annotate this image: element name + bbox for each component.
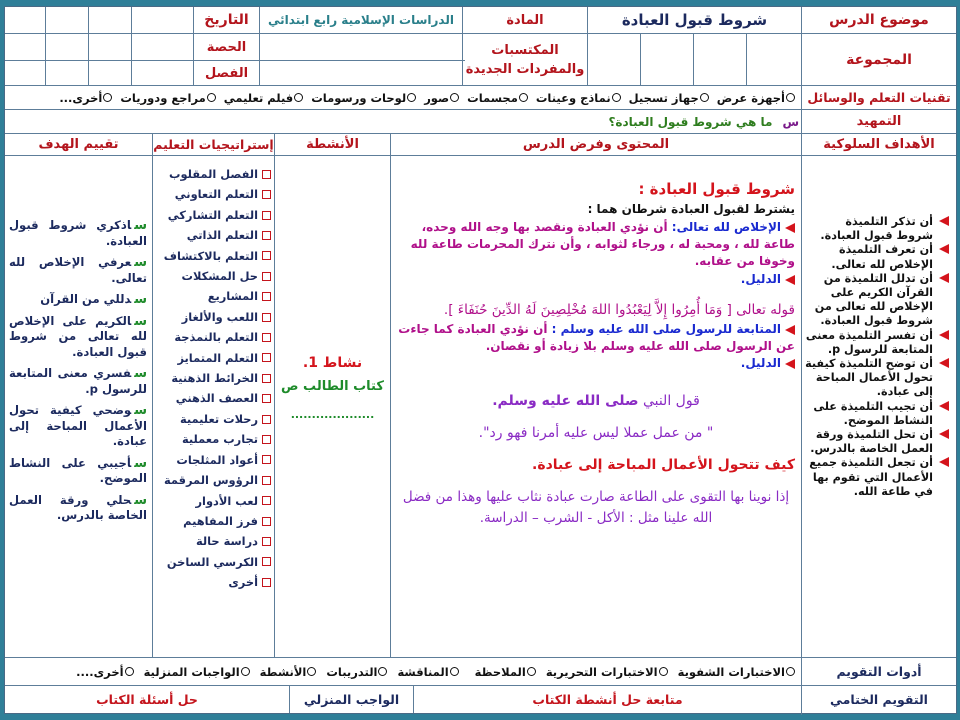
aid-option[interactable]: مراجع ودوريات	[120, 91, 215, 105]
lesson-topic-label: موضوع الدرس	[829, 12, 929, 28]
activity-title: نشاط 1.	[302, 355, 363, 371]
radio-icon	[407, 93, 416, 102]
activity-page-blank[interactable]: ....................	[290, 408, 375, 421]
evidence-1: الدليل.	[397, 271, 795, 287]
eval-option[interactable]: الاختبارات الشفوية	[678, 665, 795, 679]
eval-option[interactable]: الاختبارات التحريرية	[546, 665, 668, 679]
hadith-intro: قول النبي صلى الله عليه وسلم.	[492, 393, 700, 409]
radio-icon	[207, 93, 216, 102]
radio-icon	[103, 93, 112, 102]
hadith-text: " من عمل عملا ليس عليه أمرنا فهو رد".	[478, 425, 714, 441]
assessment-item: سدللي من القرآن	[40, 292, 147, 307]
date-label: التاريخ	[204, 12, 249, 28]
col-objectives: الأهداف السلوكية	[823, 137, 935, 152]
checkbox-icon[interactable]	[262, 435, 271, 444]
strategy-item[interactable]: لعب الأدوار	[155, 491, 271, 511]
objective-item: أن تحل التلميذة ورقة العمل الخاصة بالدرس.	[805, 428, 951, 456]
checkbox-icon[interactable]	[262, 415, 271, 424]
aid-option[interactable]: لوحات ورسومات	[311, 91, 416, 105]
activity-book[interactable]: كتاب الطالب ص	[281, 379, 384, 394]
arrow-bullet-icon	[939, 216, 949, 226]
homework-label: الواجب المنزلي	[303, 692, 400, 707]
evaluation-tools-options	[15, 658, 799, 685]
checkbox-icon[interactable]	[262, 578, 271, 587]
aid-option[interactable]: مجسمات	[467, 91, 528, 105]
intro-label: التمهيد	[856, 114, 902, 129]
date-cell-2[interactable]	[89, 7, 131, 33]
objective-item: أن تدلل التلميذة من القرآن الكريم على الإخلاص لله تعالى من شروط قبول العبادة.	[805, 272, 951, 329]
condition-2: المتابعة للرسول صلى الله عليه وسلم : أن نؤدي العبادة كما جاءت عن الرسول صلى الله عليه وسلم بلا زيادة أو نقصان.	[398, 322, 795, 353]
strategy-item[interactable]: التعلم المتمايز	[155, 348, 271, 368]
strategy-item[interactable]: التعلم الذاتي	[155, 225, 271, 245]
eval-option[interactable]: الواجبات المنزلية	[144, 665, 250, 679]
strategy-item[interactable]: التعلم بالنمذجة	[155, 327, 271, 347]
date-cell-4[interactable]	[5, 7, 45, 33]
checkbox-icon[interactable]	[262, 313, 271, 322]
aid-option[interactable]: جهاز تسجيل	[629, 91, 709, 105]
learning-aids-label: تقنيات التعلم والوسائل	[807, 90, 951, 105]
group-cell-1[interactable]	[747, 34, 801, 85]
radio-icon	[241, 667, 250, 676]
checkbox-icon[interactable]	[262, 517, 271, 526]
col-assessment: تقييم الهدف	[38, 137, 119, 152]
strategy-item[interactable]: التعلم التعاوني	[155, 184, 271, 204]
strategy-item[interactable]: تجارب معملية	[155, 429, 271, 449]
radio-icon	[450, 93, 459, 102]
objective-item: أن تفسر التلميذة معنى المتابعة للرسول p.	[805, 329, 951, 357]
col-strategies: إستراتيجيات التعليم	[153, 137, 274, 152]
vocab-label: المكتسبات والمفردات الجديدة	[465, 42, 585, 77]
group-cell-3[interactable]	[641, 34, 693, 85]
checkbox-icon[interactable]	[262, 292, 271, 301]
quran-verse: قوله تعالى [ وَمَا أُمِرُوا إِلاَّ لِيَعْبُدُوا اللهَ مُخْلِصِينَ لَهُ الدِّينَ حُنَفَاءَ ].	[443, 302, 795, 318]
radio-icon	[519, 93, 528, 102]
group-cell-4[interactable]	[588, 34, 640, 85]
checkbox-icon[interactable]	[262, 170, 271, 179]
checkbox-icon[interactable]	[262, 496, 271, 505]
eval-option[interactable]: أخرى....	[76, 665, 133, 679]
strategy-item[interactable]: الفصل المقلوب	[155, 164, 271, 184]
group-cell-2[interactable]	[694, 34, 746, 85]
radio-icon	[527, 667, 536, 676]
strategy-item[interactable]: العصف الذهني	[155, 388, 271, 408]
objective-item: أن توضح التلميذة كيفية تحول الأعمال المباحة إلى عبادة.	[805, 357, 951, 400]
content-title: شروط قبول العبادة :	[638, 180, 795, 198]
aid-option[interactable]: فيلم تعليمي	[224, 91, 303, 105]
strategy-item[interactable]: الكرسي الساخن	[155, 552, 271, 572]
arrow-bullet-icon	[785, 325, 795, 335]
radio-icon	[378, 667, 387, 676]
checkbox-icon[interactable]	[262, 353, 271, 362]
strategy-item[interactable]: الرؤوس المرقمة	[155, 470, 271, 490]
content-subtitle: كيف تتحول الأعمال المباحة إلى عبادة.	[532, 457, 795, 473]
learning-aids-options	[15, 86, 799, 109]
arrow-bullet-icon	[785, 275, 795, 285]
evaluation-tools-label: أدوات التقويم	[836, 664, 922, 679]
assessment-item: سعرفي الإخلاص لله تعالى.	[9, 255, 147, 285]
arrow-bullet-icon	[939, 330, 949, 340]
radio-icon	[659, 667, 668, 676]
strategy-item[interactable]: رحلات تعليمية	[155, 409, 271, 429]
closing-text: إذا نوينا بها التقوى على الطاعة صارت عبادة نثاب عليها وهذا من فضل الله علينا مثل : الأكل - الشرب – الدراسة.	[402, 489, 790, 526]
arrow-bullet-icon	[939, 401, 949, 411]
radio-icon	[786, 93, 795, 102]
checkbox-icon[interactable]	[262, 537, 271, 546]
aid-option[interactable]: نماذج وعينات	[536, 91, 621, 105]
arrow-bullet-icon	[939, 429, 949, 439]
lesson-plan-sheet	[4, 6, 957, 714]
radio-icon	[307, 667, 316, 676]
checkbox-icon[interactable]	[262, 190, 271, 199]
evidence-2: الدليل.	[397, 355, 795, 371]
eval-option[interactable]: التدريبات	[326, 665, 387, 679]
strategy-item[interactable]: المشاريع	[155, 286, 271, 306]
checkbox-icon[interactable]	[262, 231, 271, 240]
checkbox-icon[interactable]	[262, 272, 271, 281]
arrow-bullet-icon	[939, 358, 949, 368]
assessment-item: سوضحي كيفية تحول الأعمال المباحة إلى عبادة.	[9, 403, 147, 448]
assessment-item: ساذكري شروط قبول العبادة.	[9, 218, 147, 248]
activities-cell	[275, 355, 390, 421]
strategy-item[interactable]: أخرى	[155, 572, 271, 592]
eval-option[interactable]: الملاحظة	[475, 665, 536, 679]
checkbox-icon[interactable]	[262, 251, 271, 260]
checkbox-icon[interactable]	[262, 476, 271, 485]
assessment-item: سحلي ورقة العمل الخاصة بالدرس.	[9, 492, 147, 522]
col-content: المحتوى وفرض الدرس	[522, 137, 670, 152]
strategy-item[interactable]: الخرائط الذهنية	[155, 368, 271, 388]
radio-icon	[786, 667, 795, 676]
class-label: الفصل	[204, 65, 249, 81]
assessment-item: سالكريم على الإخلاص لله تعالى من شروط قبول العبادة.	[9, 313, 147, 359]
arrow-bullet-icon	[785, 223, 795, 233]
arrow-bullet-icon	[785, 359, 795, 369]
checkbox-icon[interactable]	[262, 394, 271, 403]
strategy-item[interactable]: فرز المفاهيم	[155, 511, 271, 531]
arrow-bullet-icon	[939, 457, 949, 467]
strategy-item[interactable]: التعلم التشاركي	[155, 205, 271, 225]
group-label: المجموعة	[846, 51, 912, 68]
lesson-topic-value[interactable]: شروط قبول العبادة	[621, 11, 768, 29]
subject-value[interactable]: الدراسات الإسلامية رابع ابتدائي	[268, 13, 454, 27]
content-intro: يشترط لقبول العبادة شرطان هما :	[587, 202, 795, 216]
subject-label: المادة	[506, 12, 544, 28]
objective-item: أن تجيب التلميذة على النشاط الموضح.	[805, 400, 951, 428]
question-marker: س	[782, 114, 799, 129]
checkbox-icon[interactable]	[262, 211, 271, 220]
date-cell-1[interactable]	[132, 7, 193, 33]
eval-option[interactable]: المناقشة	[397, 665, 458, 679]
final-follow-up[interactable]: متابعة حل أنشطة الكتاب	[532, 692, 683, 707]
intro-question-row	[15, 110, 799, 133]
checkbox-icon[interactable]	[262, 374, 271, 383]
strategy-item[interactable]: أعواد المثلجات	[155, 450, 271, 470]
aid-option[interactable]: أجهزة عرض	[717, 91, 795, 105]
aid-option[interactable]: أخرى...	[59, 91, 112, 105]
col-activities: الأنشطة	[306, 137, 359, 152]
assessment-item: سأجيبي على النشاط الموضح.	[9, 455, 147, 485]
arrow-bullet-icon	[939, 273, 949, 283]
arrow-bullet-icon	[939, 244, 949, 254]
objective-item: أن تذكر التلميذة شروط قبول العبادة.	[805, 215, 951, 243]
radio-icon	[700, 93, 709, 102]
final-evaluation-label: التقويم الختامي	[830, 692, 928, 707]
objectives-list	[805, 215, 951, 499]
objective-item: أن تجعل التلميذة جميع الأعمال التي تقوم بها في طاعة الله.	[805, 456, 951, 499]
eval-option[interactable]: الأنشطة	[260, 665, 317, 679]
content-body	[397, 181, 795, 529]
vocab-value[interactable]	[260, 34, 462, 85]
strategy-item[interactable]: التعلم بالاكتشاف	[155, 246, 271, 266]
radio-icon	[450, 667, 459, 676]
intro-question[interactable]: ما هي شروط قبول العبادة؟	[608, 114, 773, 129]
period-label: الحصة	[206, 39, 247, 55]
strategy-item[interactable]: حل المشكلات	[155, 266, 271, 286]
aid-option[interactable]: صور	[424, 91, 459, 105]
radio-icon	[612, 93, 621, 102]
condition-1: الإخلاص لله تعالى: أن نؤدي العبادة ونقصد بها وجه الله وحده، طاعة لله ، ومحبة له ، ورجاء لثوابه ، وأن نترك المحرمات طاعة لله وخوفا من عقابه.	[410, 220, 795, 268]
checkbox-icon[interactable]	[262, 333, 271, 342]
objective-item: أن تعرف التلميذة الإخلاص لله تعالى.	[805, 243, 951, 271]
assessment-item: سفسري معنى المتابعة للرسول p.	[9, 366, 147, 396]
checkbox-icon[interactable]	[262, 557, 271, 566]
radio-icon	[294, 93, 303, 102]
strategies-list	[155, 164, 271, 593]
assessment-list	[9, 218, 147, 530]
checkbox-icon[interactable]	[262, 455, 271, 464]
radio-icon	[125, 667, 134, 676]
date-cell-3[interactable]	[46, 7, 88, 33]
homework-value[interactable]: حل أسئلة الكتاب	[96, 692, 198, 707]
strategy-item[interactable]: اللعب والألغاز	[155, 307, 271, 327]
strategy-item[interactable]: دراسة حالة	[155, 531, 271, 551]
